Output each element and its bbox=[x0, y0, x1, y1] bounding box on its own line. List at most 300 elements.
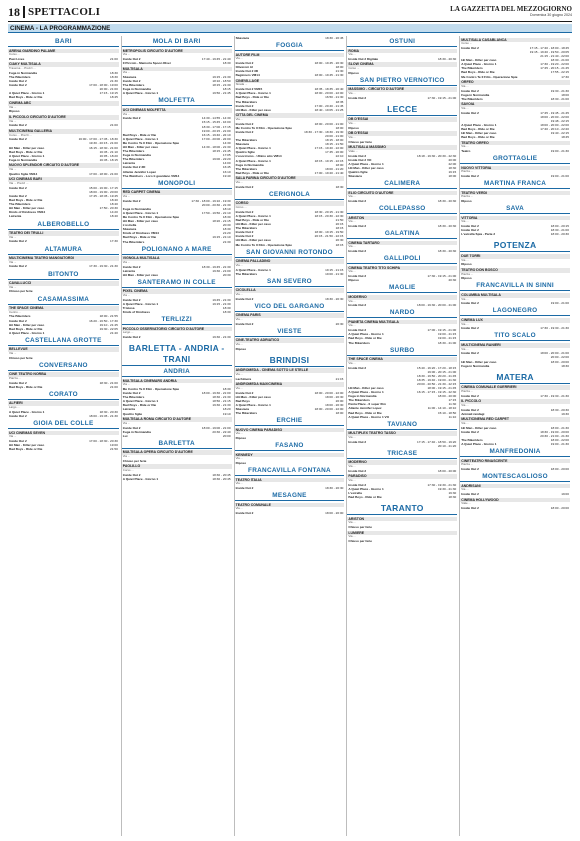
showtimes: 17:15 - 19:40 - 22:00 bbox=[314, 146, 344, 151]
film-title: Inside Out 2 bbox=[461, 326, 479, 331]
city-heading: MOLA DI BARI bbox=[122, 38, 232, 47]
film-title: Latrenta bbox=[122, 161, 136, 166]
showtimes: 18:40 bbox=[110, 214, 118, 219]
film-title: Riposo bbox=[348, 278, 359, 283]
film-title: Inside Out 2 bbox=[235, 129, 254, 134]
cinema-address: Corso ... bbox=[9, 52, 20, 57]
showtimes: 17:55 - 22:15 bbox=[550, 70, 569, 75]
cinema-name: COLUMBIA MULTISALA bbox=[460, 293, 570, 298]
cinema-address: Via ... bbox=[9, 284, 17, 289]
cinema-name: MODERNO bbox=[347, 295, 457, 300]
showtimes: 19:15 bbox=[448, 170, 457, 175]
film-title: Inside Out 2 bbox=[9, 413, 27, 418]
cinema-address: Via ... bbox=[461, 105, 469, 110]
cinema-address: Via ... bbox=[348, 91, 356, 96]
showtimes: 21:50 bbox=[335, 217, 344, 222]
showtimes: 18:00 - 22:00 bbox=[550, 437, 569, 442]
film-title: Inside Out 2 bbox=[122, 56, 141, 61]
showtime-row bbox=[235, 108, 345, 112]
cinema-name: IL PICCOLO bbox=[460, 399, 570, 404]
film-title: Hit Man - Killer per caso bbox=[348, 386, 384, 391]
showtimes: 18:30 - 20:30 bbox=[325, 296, 344, 301]
cinema-address: Via ... bbox=[9, 434, 17, 439]
cinema-name: CINEMA TARTARO bbox=[347, 241, 457, 246]
showtimes: 19:30 - 21:00 bbox=[212, 268, 231, 273]
listing-column bbox=[121, 36, 232, 836]
film-title: Kinds of Kindness VM14 bbox=[9, 210, 46, 215]
film-title: Inside Out 2 bbox=[9, 239, 27, 244]
cinema-name: MULTISALA CASABLANCA bbox=[460, 38, 570, 43]
film-title: Inside Out 2 bbox=[235, 184, 254, 189]
showtime-row bbox=[347, 199, 457, 203]
showtimes: 19:30 bbox=[448, 490, 457, 495]
showtime-row bbox=[235, 461, 345, 465]
film-title: Fuga in Normandia bbox=[348, 394, 377, 399]
film-title: The Bikeriders bbox=[9, 314, 31, 319]
film-title: The Bikeriders bbox=[9, 202, 31, 207]
showtime-row bbox=[460, 442, 570, 446]
cinema-address: Via ... bbox=[9, 350, 17, 355]
city-heading: MATERA bbox=[460, 372, 570, 384]
city-heading: CASAMASSIMA bbox=[8, 296, 119, 305]
film-title: Past Lives bbox=[9, 56, 25, 61]
showtime-row bbox=[8, 385, 119, 389]
film-title: Hit Man - Killer per caso bbox=[235, 238, 271, 243]
film-title: A Quiet Place - Giorno 1 bbox=[348, 162, 384, 166]
showtimes: 18:50 - 21:15 bbox=[212, 399, 231, 404]
film-title: Chiuso per ferie bbox=[9, 289, 33, 294]
film-title: Hit Man - Killer per caso bbox=[9, 145, 45, 150]
cinema-name: CINEMA COMUNALE GUERRIERI bbox=[460, 385, 570, 390]
cinema-address: Via ... bbox=[9, 118, 17, 123]
cinema-address: Piazza ... bbox=[461, 462, 474, 467]
cinema-address: Via ... bbox=[235, 431, 243, 436]
showtimes: 18:30 - 21:30 bbox=[212, 395, 231, 400]
film-title: A Quiet Place - Giorno 1 bbox=[9, 153, 45, 158]
cinema-name: NUOVO CINEMA PARADISO bbox=[235, 428, 345, 433]
showtimes: 18:15 bbox=[222, 87, 231, 92]
film-title: Quattro figlie VM14 bbox=[9, 171, 38, 176]
cinema-name: ANDROMEDA - CINEMA SOTTO LE STELLE bbox=[235, 368, 345, 373]
film-title: A Quiet Place - Giorno 1 bbox=[235, 213, 271, 218]
film-title: Inside Out 2 bbox=[235, 296, 254, 301]
film-title: A Quiet Place - Giorno 1 bbox=[122, 91, 159, 96]
showtimes: 18:40 bbox=[110, 198, 118, 203]
film-title: Fuga in Normandia bbox=[235, 162, 264, 167]
film-title: Riposo bbox=[235, 346, 247, 351]
cinema-address: Via ... bbox=[235, 180, 243, 185]
film-title: Inside Out 2 bbox=[461, 467, 479, 471]
cinema-address: Viale ... bbox=[461, 501, 471, 506]
showtimes: 18:00 - 20:30 bbox=[325, 394, 344, 399]
cinema-address: Via ... bbox=[235, 341, 243, 346]
showtime-row bbox=[347, 174, 457, 178]
film-title: L'estrella bbox=[348, 490, 362, 495]
film-title: Me Contro Te Il Film - Operazione Spie bbox=[235, 125, 292, 130]
city-heading: GROTTAGLIE bbox=[460, 155, 570, 164]
film-title: Riposo bbox=[235, 460, 247, 465]
showtimes: 17:05 bbox=[222, 153, 231, 158]
showtimes: 20:00 bbox=[335, 398, 344, 403]
cinema-address: Via ... bbox=[348, 323, 356, 328]
cinema-address: Via ... bbox=[461, 420, 469, 425]
cinema-name: CAVALLUCCI bbox=[8, 281, 119, 286]
cinema-address: Via ... bbox=[348, 534, 356, 539]
film-title: Bad Boys - Ride or Die bbox=[122, 403, 157, 408]
film-title: Animali randagi bbox=[461, 411, 485, 416]
cinema-name: IL PICCOLO CIRCUITO D'AUTORE bbox=[8, 115, 119, 120]
cinema-name: TEATRO DEI TRULLI bbox=[8, 231, 119, 236]
showtime-row bbox=[460, 149, 570, 153]
showtimes: 18:30 - 21:00 bbox=[437, 340, 457, 345]
film-title: Tristesa bbox=[122, 305, 135, 310]
film-title: Hit Man - Killer per caso bbox=[122, 144, 159, 149]
film-title: Bad Boys - Ride or Die bbox=[9, 95, 43, 100]
showtimes: 17:30 - 19:30 - 21:30 bbox=[540, 393, 569, 398]
city-heading: CORATO bbox=[8, 391, 119, 400]
showtimes: 18:30 - 20:45 bbox=[212, 472, 231, 477]
city-heading: MANFREDONIA bbox=[460, 448, 570, 457]
showtimes: 22:00 bbox=[448, 162, 457, 166]
showtimes: 18:15 - 20:30 - 22:30 bbox=[314, 213, 344, 218]
city-heading: ALTAMURA bbox=[8, 246, 119, 255]
film-title: Quattro figlie bbox=[122, 411, 143, 416]
page-number: 18 bbox=[8, 6, 25, 18]
film-title: Riposo bbox=[461, 276, 472, 281]
film-title: Inside Out 2 bbox=[461, 110, 479, 115]
showtimes: 17:45 - 20:00 bbox=[325, 150, 344, 155]
film-title: Hit Man - Killer per caso bbox=[348, 166, 384, 171]
showtimes: 20:00 bbox=[448, 157, 457, 162]
showtime-row bbox=[347, 57, 457, 61]
showtimes: 11:10 bbox=[448, 414, 457, 419]
city-heading: VICO DEL GARGANO bbox=[235, 303, 345, 312]
cinema-address: Via ... bbox=[461, 219, 469, 224]
showtimes: 17:30 - 19:30 - 21:30 bbox=[540, 326, 569, 331]
cinema-address: Via ... bbox=[348, 520, 356, 525]
showtimes: 21:30 bbox=[335, 69, 344, 74]
showtime-row bbox=[347, 525, 457, 529]
showtime-row bbox=[460, 326, 570, 330]
showtimes: 19:30 bbox=[561, 411, 569, 416]
showtimes: 18:15 - 19:15 - 22:15 bbox=[314, 158, 344, 163]
showtimes: 18:30 - 20:30 bbox=[325, 485, 344, 490]
film-title: Inside Out 2 bbox=[9, 380, 27, 385]
showtime-row bbox=[8, 239, 119, 243]
city-heading: SAN GIOVANNI ROTONDO bbox=[235, 249, 345, 258]
showtime-row bbox=[8, 331, 119, 335]
cinema-name: SLOW CINEMA bbox=[347, 62, 457, 67]
showtime-row bbox=[8, 109, 119, 113]
showtime-row bbox=[235, 73, 345, 77]
showtimes: 18:00 bbox=[335, 125, 344, 130]
film-title: Inside Out 2 bbox=[348, 249, 367, 254]
showtimes: 11:30 bbox=[448, 402, 457, 407]
cinema-address: Via ... bbox=[461, 346, 469, 351]
city-heading: BARLETTA - ANDRIA - TRANI bbox=[122, 343, 232, 366]
cinema-address: Corso ... bbox=[235, 205, 247, 209]
film-title: Atlante Jennifer Lopez bbox=[122, 169, 156, 174]
showtimes: 18:00 - 20:00 - 21:00 bbox=[314, 121, 344, 126]
film-title: Bad Boys - Ride or Die bbox=[348, 410, 382, 415]
showtimes: 18:30 - 21:00 bbox=[550, 228, 569, 233]
film-title: The Bikeriders bbox=[235, 226, 258, 231]
cinema-name: CINETEATRO RINASCENTE bbox=[460, 459, 570, 464]
cinema-address: Viale ... bbox=[348, 149, 358, 154]
showtime-row bbox=[235, 511, 345, 515]
showtimes: 18:00 - 20:00 bbox=[550, 467, 569, 471]
cinema-name: CICOLELLA bbox=[235, 288, 345, 293]
showtimes: 18:00 - 20:00 bbox=[325, 510, 344, 515]
showtime-row bbox=[460, 276, 570, 280]
city-heading: BARI bbox=[8, 38, 119, 47]
film-title: Fuga in Normandia bbox=[461, 92, 490, 97]
cinema-address: Via ... bbox=[461, 83, 469, 88]
showtime-row bbox=[122, 459, 232, 463]
showtimes: 19:15 - 19:40 - 19:50 - 20:05 bbox=[529, 49, 569, 54]
film-title: Inside Out 2 Digitale bbox=[348, 56, 379, 61]
film-title: Inside Out 2 bbox=[461, 88, 479, 93]
cinema-name: ANDRISANI bbox=[460, 484, 570, 489]
cinema-address: Via ... bbox=[9, 234, 17, 239]
film-title: A Quiet Place - Giorno 1 bbox=[122, 210, 159, 215]
film-title: Inside Out 2 bbox=[9, 185, 27, 190]
film-title: Inside Out 2 bbox=[461, 407, 479, 412]
showtimes: 19:00 - 21:30 bbox=[325, 271, 344, 276]
showtimes: 15:10 - 18:50 bbox=[437, 410, 457, 415]
film-title: A Quiet Place - Giorno 1 bbox=[235, 91, 271, 96]
showtime-row bbox=[460, 301, 570, 305]
showtimes: 17:50 - 20:30 bbox=[99, 206, 118, 211]
showtimes: 18:20 - 21:15 bbox=[212, 219, 231, 224]
showtime-row bbox=[460, 75, 570, 79]
cinema-name: CIAKY MULTISALA bbox=[8, 62, 119, 67]
showtime-row bbox=[122, 477, 232, 481]
cinema-name: TEATRO ITALIA bbox=[235, 478, 345, 483]
film-title: The Bikeriders bbox=[348, 340, 370, 345]
showtimes: 18:15 bbox=[335, 226, 344, 231]
showtimes: 17:30 - 19:20 - 22:00 bbox=[540, 62, 569, 67]
showtimes: 18:00 - 20:00 bbox=[437, 394, 457, 399]
cinema-address: Via ... bbox=[122, 52, 131, 57]
film-title: A Quiet Place - Giorno 1 bbox=[122, 476, 159, 481]
showtimes: 19:00 bbox=[110, 443, 118, 448]
film-title: Kinds of Kindness bbox=[122, 310, 150, 314]
showtimes: 18:30 - 21:00 bbox=[550, 58, 569, 63]
showtimes: 18:00 - 21:30 bbox=[550, 425, 569, 430]
showtimes: 18:35 bbox=[335, 99, 344, 104]
showtimes: 18:00 - 19:00 - 21:00 bbox=[201, 425, 231, 430]
showtimes: 18:30 - 20:30 bbox=[99, 409, 118, 414]
cinema-name: MASSIMO - CIRCUITO D'AUTORE bbox=[347, 87, 457, 92]
showtimes: 18:15 bbox=[335, 242, 344, 247]
cinema-address: Via ... bbox=[235, 371, 243, 376]
film-title: Inside Out 2 bbox=[348, 439, 367, 444]
film-title: Inside Out 2 bbox=[122, 264, 141, 269]
cinema-address: Piazza ... bbox=[461, 388, 474, 393]
film-title: Inside Out 2 bbox=[235, 209, 254, 214]
cinema-name: CINEMA ABC bbox=[8, 101, 119, 106]
film-title: Inside Out 2 bbox=[461, 228, 479, 233]
showtimes: 18:00 - 19:45 - 21:30 bbox=[89, 413, 118, 418]
showtimes: 18:10 bbox=[222, 206, 231, 211]
showtimes: 18:00 bbox=[335, 162, 344, 167]
showtime-row bbox=[235, 185, 345, 189]
showtime-row bbox=[122, 335, 232, 339]
film-title: Beginners VM14 bbox=[235, 73, 260, 78]
showtimes: 21:20 bbox=[222, 231, 231, 236]
film-title: Fuga in Normandia bbox=[122, 429, 151, 434]
cinema-address: Piazza ... bbox=[461, 194, 474, 199]
showtimes: 17:00 - 19:15 - 21:00 bbox=[427, 328, 457, 333]
city-heading: LECCE bbox=[347, 104, 457, 116]
cinema-name: METROPOLIS CIRCUITO D'AUTORE bbox=[122, 49, 232, 54]
showtimes: 18:00 - 19:30 - 20:00 - 21:00 bbox=[416, 303, 457, 308]
film-title: Hit Man - Killer per caso bbox=[9, 443, 45, 448]
film-title: Inside Out 2 bbox=[348, 482, 367, 487]
film-title: Il Piccolo - Memoria Spoon River bbox=[122, 60, 171, 65]
film-title: Bad Boys - Ride or Die bbox=[122, 132, 157, 137]
showtime-row bbox=[235, 243, 345, 247]
cinema-address: Piazza ... bbox=[461, 169, 474, 174]
showtime-row bbox=[235, 322, 345, 326]
cinema-address: Via ... bbox=[122, 259, 131, 264]
showtimes: 18:30 bbox=[222, 227, 231, 232]
city-heading: GALLIPOLI bbox=[347, 255, 457, 264]
cinema-name: CINEVILLAGE bbox=[235, 79, 345, 84]
film-title: Inside Out 2 bbox=[235, 234, 254, 239]
showtime-row bbox=[460, 174, 570, 178]
showtimes: 18:00 - 20:00 bbox=[437, 468, 457, 473]
showtime-row bbox=[460, 506, 570, 510]
cinema-name: CORSO bbox=[235, 201, 345, 206]
film-title: Chiuso per ferie bbox=[348, 139, 372, 144]
city-heading: MARTINA FRANCA bbox=[460, 180, 570, 189]
film-title: Latrenta bbox=[9, 214, 22, 219]
cinema-name: ARISTON bbox=[347, 517, 457, 522]
city-heading: CONVERSANO bbox=[8, 362, 119, 371]
film-title: Me Contro Te Il Film - Operazione Spie bbox=[235, 242, 292, 247]
cinema-name: DB D'ESSAI bbox=[347, 131, 457, 136]
city-heading: GALATINA bbox=[347, 230, 457, 239]
film-title: Riposo bbox=[348, 70, 359, 75]
film-title: The Bikeriders bbox=[348, 398, 370, 403]
cinema-address: Via ... bbox=[235, 56, 243, 61]
film-title: Chiuso per ferie bbox=[122, 458, 147, 463]
showtimes: 21:30 bbox=[110, 79, 118, 84]
film-title: Me Contro Te Il Film - Operazione Spie bbox=[122, 386, 180, 391]
film-title: Inside Out 2 bbox=[9, 194, 27, 199]
film-title: Inside Out 2 bbox=[348, 303, 367, 308]
showtimes: 18:15 - 18:00 bbox=[325, 138, 344, 143]
cinema-address: Corso ... bbox=[122, 467, 134, 472]
cinema-name: DUE TORRI bbox=[460, 254, 570, 259]
cinema-address: Via ... bbox=[348, 269, 356, 274]
showtimes: 17:00 - 18:00 - 19:00 bbox=[89, 83, 118, 88]
showtimes: 19:15 - 21:10 bbox=[212, 235, 231, 240]
showtimes: 18:00 - 21:20 bbox=[325, 166, 344, 171]
showtimes: 17:00 - 20:00 - 22:00 bbox=[201, 136, 231, 141]
cinema-name: THE SPACE CINEMA bbox=[347, 357, 457, 362]
film-title: The Bikeriders bbox=[122, 83, 145, 88]
cinema-name: MULTICINEMA GALLERIA bbox=[8, 129, 119, 134]
showtimes: 18:30 - 19:00 - 20:00 bbox=[540, 429, 569, 434]
film-title: Inside Out 2 bbox=[122, 334, 141, 339]
cinema-address: Via ... bbox=[235, 456, 243, 461]
cinema-name: KENNEDY bbox=[235, 453, 345, 458]
cinema-name: MULTICINEMA TEATRO MANGIATORDI bbox=[8, 256, 119, 261]
showtimes: 20:15 - 21:50 - 22:15 bbox=[314, 234, 344, 239]
film-title: Sbasiaca bbox=[348, 174, 362, 179]
city-heading: VIESTE bbox=[235, 328, 345, 337]
showtimes: 18:00 - 19:45 - 20:30 bbox=[314, 60, 344, 65]
cinema-name: VITTORIA bbox=[460, 216, 570, 221]
showtimes: 18:30 - 20:15 - 21:30 bbox=[314, 209, 344, 214]
cinema-address: Via ... bbox=[348, 244, 356, 249]
cinema-name: CINEMA TEATRO TITO SCHIPA bbox=[347, 266, 457, 271]
cinema-address: Via ... bbox=[348, 298, 356, 303]
cinema-name: ROMA bbox=[347, 49, 457, 54]
cinema-address: Via ... bbox=[235, 262, 243, 267]
showtimes: 15:40 - 16:20 - 17:20 - 18:15 bbox=[416, 365, 457, 370]
showtimes: 18:00 - 20:00 - 22:00 bbox=[314, 390, 344, 395]
showtimes: 20:00 - 20:30 - 21:30 bbox=[201, 202, 231, 207]
film-title: Sbasiaca bbox=[122, 74, 137, 79]
showtime-row bbox=[8, 414, 119, 418]
film-title: Hit Man - Killer per caso bbox=[235, 394, 271, 399]
film-title: Oliveroni Al bbox=[235, 65, 253, 70]
city-heading: ERCHIE bbox=[235, 417, 345, 426]
showtimes: 18:30 bbox=[448, 495, 457, 499]
cinema-address: Via ... bbox=[235, 116, 243, 121]
showtimes: 21:40 bbox=[110, 330, 118, 335]
film-title: Riposo bbox=[461, 262, 472, 267]
showtimes: 18:00 - 20:00 bbox=[550, 359, 569, 364]
film-title: A Quiet Place - Giorno 1 bbox=[235, 158, 271, 163]
showtimes: 17:15 bbox=[448, 398, 457, 403]
city-heading: MAGLIE bbox=[347, 284, 457, 293]
film-title: Bad Boys - Ride or Die bbox=[9, 447, 43, 452]
film-title: L'esorcismo - Ultimo atto VM14 bbox=[235, 154, 282, 159]
showtimes: 18:00 - 20:00 bbox=[550, 505, 569, 510]
showtimes: 18:30 - 20:45 bbox=[325, 36, 344, 40]
showtime-row bbox=[460, 97, 570, 101]
city-heading: TITO SCALO bbox=[460, 332, 570, 341]
showtimes: 18:35 - 18:35 - 20:40 bbox=[314, 87, 344, 92]
showtime-row bbox=[235, 347, 345, 351]
showtimes: 18:30 - 20:45 bbox=[212, 476, 231, 481]
showtimes: 17:45 - 20:15 - 21:45 bbox=[540, 66, 569, 71]
cinema-name: CINEMA PARIS bbox=[235, 313, 345, 318]
cinema-address: Via ... bbox=[348, 434, 356, 439]
showtimes: 21:00 bbox=[110, 56, 118, 61]
showtime-row bbox=[122, 412, 232, 416]
cinema-address: Via ... Prezzi ... bbox=[9, 181, 29, 186]
film-title: Bad Boys - Ride or Die bbox=[461, 135, 495, 140]
cinema-name: NUOVO VITTORIA bbox=[460, 166, 570, 171]
cinema-address: Via ... bbox=[348, 52, 356, 57]
cinema-name: MULTIPLEX TEATRO TASSO bbox=[347, 431, 457, 436]
cinema-name: ARISTON bbox=[347, 216, 457, 221]
cinema-name: TEATRO VERDI bbox=[460, 191, 570, 196]
city-heading: CALIMERA bbox=[347, 180, 457, 189]
city-heading: BITONTO bbox=[8, 271, 119, 280]
showtimes: 19:30 - 20:15 - 21:00 bbox=[89, 141, 118, 146]
cinema-name: MULTISALA bbox=[122, 67, 232, 72]
film-title: Chiuso per ferie bbox=[348, 538, 372, 543]
city-heading: GIOIA DEL COLLE bbox=[8, 420, 119, 429]
film-title: Latrenta bbox=[122, 407, 136, 412]
